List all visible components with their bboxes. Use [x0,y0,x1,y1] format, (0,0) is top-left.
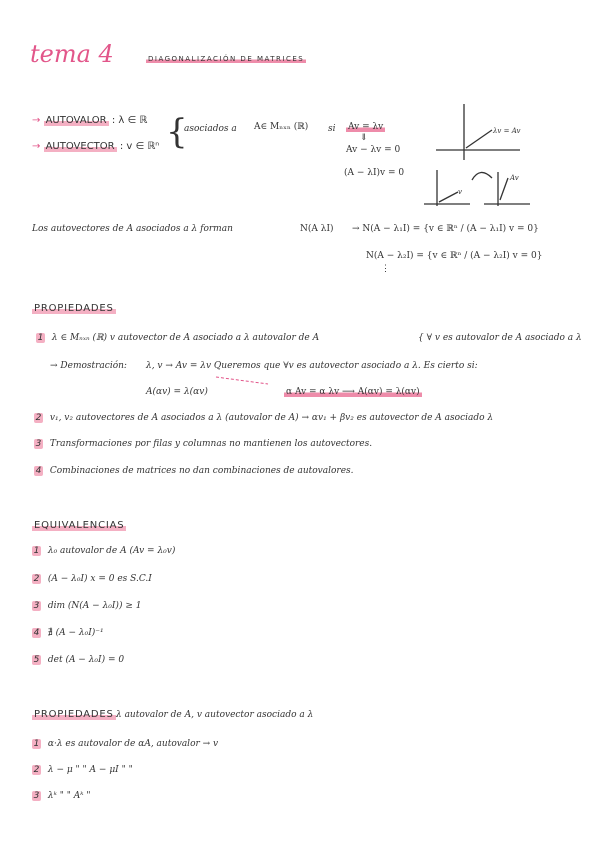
item-text: det (A − λ₀I) = 0 [47,655,125,665]
item-text: Combinaciones de matrices no dan combinaciones de autovalores. [49,466,354,476]
prop1-item-3 [34,439,372,449]
subtitle-text: DIAGONALIZACIÓN DE MATRICES [148,55,305,63]
prop2-item-1 [32,739,218,749]
item-text: (A − λ₀I) x = 0 es S.C.I [47,574,152,584]
prop1-item-1-right: { ∀ v es autovalor de A asociado a λ [418,333,582,343]
kernel-dots: ⋮ [381,264,390,274]
equiv-item-3 [32,601,141,611]
diagram-label-1: λv = Av [493,127,521,135]
demo-label: → Demostración: [50,361,127,371]
title-main: tema 4 [30,40,114,68]
item-text: Transformaciones por filas y columnas no mantienen los autovectores. [49,439,373,449]
prop1-item-4 [34,466,354,476]
item-number: 1 [37,333,44,343]
equiv-item-4 [32,628,104,638]
diagram-vector-av [466,130,492,148]
item-number: 4 [33,628,40,638]
demo-line-1: λ, v → Av = λv Queremos que ∀v es autovector asociado a λ. Es cierto si: [146,361,478,371]
item-number: 3 [33,791,40,801]
brace-icon: { [166,112,188,152]
item-number: 4 [35,466,42,476]
kernel-n-expr: N(A λI) [300,224,334,234]
prop1-item-1 [36,333,319,343]
prop2-item-2 [32,765,133,775]
kernel-text: Los autovectores de A asociados a λ forman [32,224,233,234]
item-text: λ − μ " " A − μI " " [47,765,133,775]
kernel-line-2: N(A − λ₂I) = {v ∈ ℝⁿ / (A − λ₂I) v = 0} [366,251,543,261]
down-arrow-icon: ⇓ [360,133,368,143]
demo-line-2: A(αv) = λ(αv) [146,387,208,397]
item-number: 2 [33,765,40,775]
eq-third: (A − λI)v = 0 [344,168,405,178]
heading-text: EQUIVALENCIAS [34,520,125,531]
heading-propiedades-2 [32,709,116,720]
item-number: 2 [35,413,42,423]
diagram-label-2: Av [510,174,519,182]
item-text: dim (N(A − λ₀I)) ≥ 1 [47,601,142,611]
matrix-expr: A∈ Mₙₓₙ (ℝ) [254,122,309,132]
item-number: 5 [33,655,40,665]
heading-propiedades-1 [32,303,116,314]
autovector-expr: : v ∈ ℝⁿ [119,141,160,152]
heading-text: PROPIEDADES [34,303,114,314]
curved-arrow-icon [472,172,492,180]
item-text: λ₀ autovalor de A (Av = λ₀v) [47,546,176,556]
item-number: 3 [33,601,40,611]
item-number: 1 [33,546,40,556]
item-number: 2 [33,574,40,584]
diagram-label-3: v [458,188,462,196]
prop2-item-3 [32,791,91,801]
demo-result [284,387,422,397]
item-text: λ ∈ Mₙₓₙ (ℝ) v autovector de A asociado a λ autovalor de A [51,333,320,343]
prop2-intro: λ autovalor de A, v autovector asociado a λ [116,710,314,720]
eq-main-text: Av = λv [348,122,384,132]
prop1-item-2 [34,413,493,423]
item-text: λᵏ " " Aᵏ " [47,791,91,801]
equiv-item-1 [32,546,175,556]
item-number: 1 [33,739,40,749]
arrow-right-icon: → [32,141,41,152]
diagram2-vector [439,192,458,202]
assoc-text: asociados a [184,124,237,134]
equiv-item-5 [32,655,124,665]
si-text: si [328,124,336,134]
kernel-line-1: → N(A − λ₁I) = {v ∈ ℝⁿ / (A − λ₁I) v = 0} [352,224,539,234]
diagram3-vector [500,178,508,200]
autovalor-label: AUTOVALOR [45,115,107,126]
item-text: α·λ es autovalor de αA, autovalor → v [47,739,219,749]
item-number: 3 [35,439,42,449]
equiv-item-2 [32,574,152,584]
item-text: v₁, v₂ autovectores de A asociados a λ (autovalor de A) → αv₁ + βv₂ es autovector de A asociado λ [49,413,494,423]
item-text: ∄ (A − λ₀I)⁻¹ [47,628,104,638]
heading-equivalencias [32,520,126,531]
demo-result-text: α Av = α λv ⟶ A(αv) = λ(αv) [286,387,420,397]
demo-connector [216,377,268,384]
arrow-right-icon: → [32,115,41,126]
autovalor-expr: : λ ∈ ℝ [111,115,148,126]
eq-second: Av − λv = 0 [346,145,401,155]
heading-text: PROPIEDADES [34,709,114,720]
autovector-label: AUTOVECTOR [45,141,115,152]
